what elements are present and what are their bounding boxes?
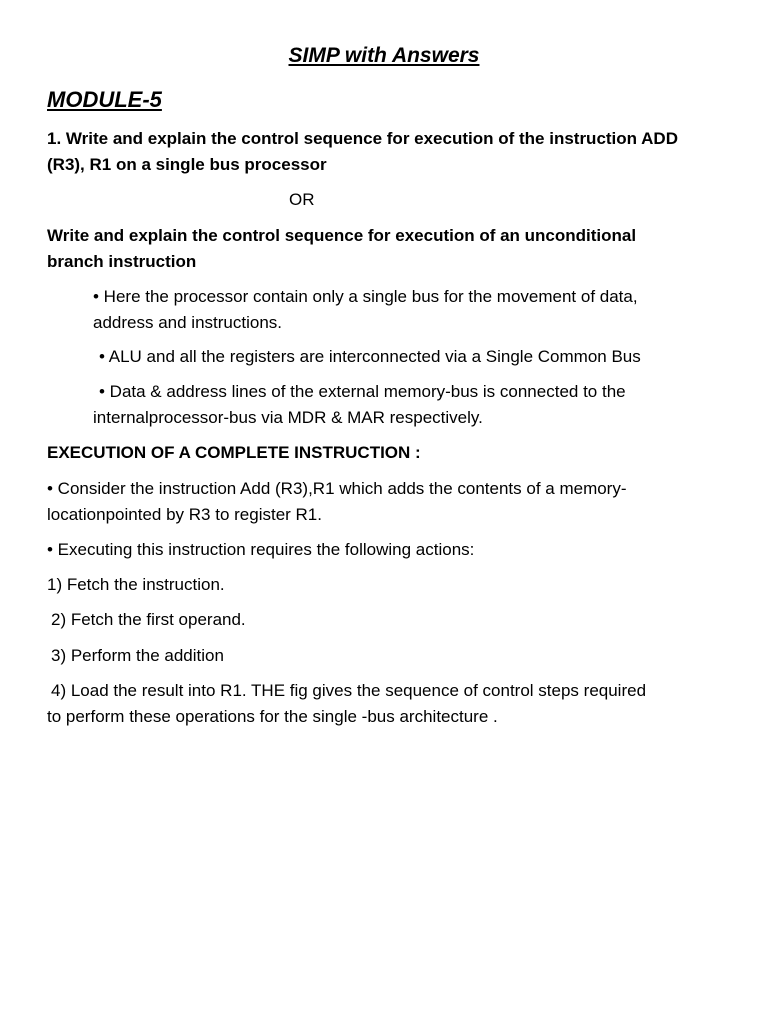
- bullet-1-line-1: • Here the processor contain only a single bus for the movement of data,: [93, 287, 638, 306]
- step-4-line-2: to perform these operations for the single -bus architecture .: [47, 707, 498, 726]
- paragraph-1-line-1: • Consider the instruction Add (R3),R1 which adds the contents of a memory-: [47, 479, 627, 498]
- alt-question-line-2: branch instruction: [47, 252, 197, 271]
- question-line-1: 1. Write and explain the control sequence for execution of the instruction ADD: [47, 129, 678, 148]
- step-3: 3) Perform the addition: [51, 646, 224, 665]
- section-heading: EXECUTION OF A COMPLETE INSTRUCTION :: [47, 443, 421, 462]
- step-4-line-1: 4) Load the result into R1. THE fig gives the sequence of control steps required: [51, 681, 647, 700]
- document-title: SIMP with Answers: [288, 44, 480, 67]
- bullet-3-line-1: • Data & address lines of the external memory-bus is connected to the: [99, 382, 626, 401]
- paragraph-2: • Executing this instruction requires the following actions:: [47, 540, 475, 559]
- alt-question-line-1: Write and explain the control sequence for execution of an unconditional: [47, 226, 637, 245]
- step-2: 2) Fetch the first operand.: [51, 610, 246, 629]
- bullet-3-line-2: internalprocessor-bus via MDR & MAR respectively.: [93, 408, 483, 427]
- module-heading: MODULE-5: [47, 87, 162, 112]
- paragraph-1-line-2: locationpointed by R3 to register R1.: [47, 505, 322, 524]
- or-separator: OR: [289, 190, 315, 209]
- question-line-2: (R3), R1 on a single bus processor: [47, 155, 327, 174]
- bullet-1-line-2: address and instructions.: [93, 313, 282, 332]
- step-1: 1) Fetch the instruction.: [47, 575, 225, 594]
- bullet-2: • ALU and all the registers are interconnected via a Single Common Bus: [99, 347, 641, 366]
